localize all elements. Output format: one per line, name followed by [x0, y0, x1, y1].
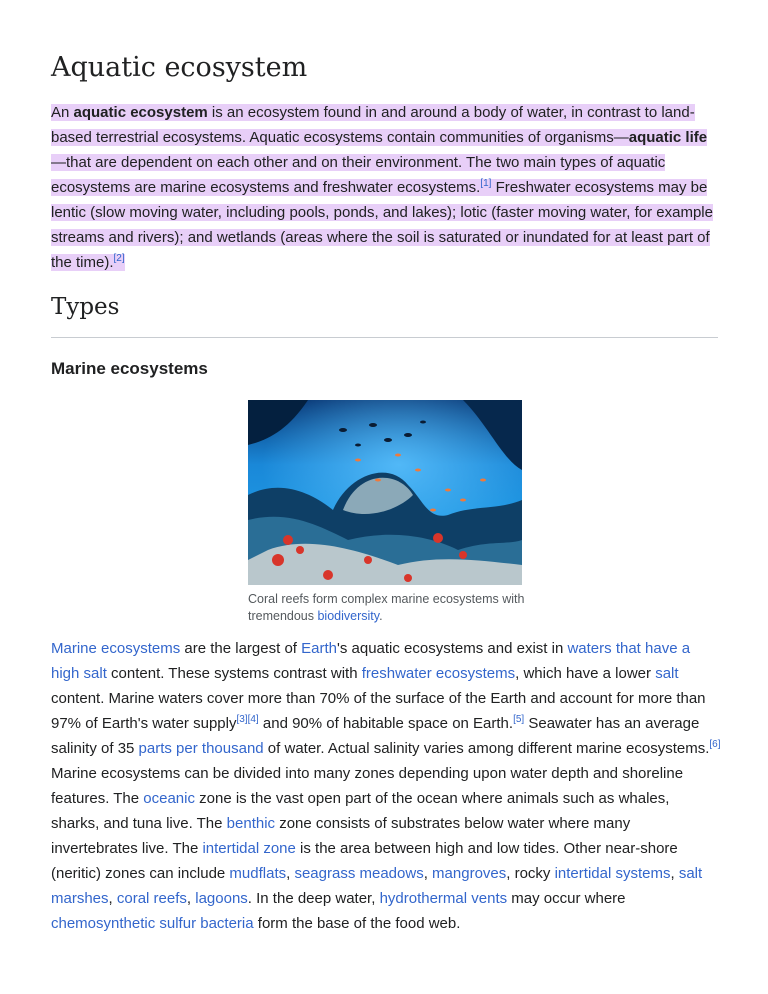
body-text: . In the deep water,	[247, 890, 380, 907]
wiki-link[interactable]: parts per thousand	[138, 740, 264, 757]
wiki-link[interactable]: Earth	[301, 640, 337, 657]
wiki-link[interactable]: benthic	[226, 815, 276, 832]
body-text: form the base of the food web.	[253, 915, 461, 932]
body-text: ,	[423, 865, 433, 882]
body-text: , which have a lower	[515, 665, 656, 682]
section-divider	[51, 337, 718, 338]
wiki-link[interactable]: intertidal zone	[202, 840, 296, 857]
intro-bold-term: aquatic ecosystem	[73, 104, 208, 121]
wiki-link[interactable]: salt marshes	[51, 865, 703, 907]
intro-text: is an ecosystem found in and around a body of water, in contrast to land-based terrestrial ecosystems. Aquatic ecosystems contain communities of organisms—	[51, 104, 695, 146]
wiki-link[interactable]: freshwater ecosystems	[361, 665, 516, 682]
wiki-link[interactable]: waters that have a high salt	[51, 640, 691, 682]
body-text: content. Marine waters cover more than 70% of the surface of the Earth and account for more than 97% of Earth's water supply	[51, 690, 706, 732]
wiki-link[interactable]: intertidal systems	[554, 865, 671, 882]
caption-text: Coral reefs form complex marine ecosystems with tremendous	[248, 592, 525, 623]
body-text: , rocky	[506, 865, 555, 882]
citation-link[interactable]: [3]	[236, 714, 248, 725]
citation-link[interactable]: [2]	[113, 253, 125, 264]
wiki-link[interactable]: Marine ecosystems	[51, 640, 181, 657]
wiki-link[interactable]: hydrothermal vents	[379, 890, 508, 907]
citation-link[interactable]: [1]	[480, 178, 492, 189]
citation-link[interactable]: [6]	[709, 739, 721, 750]
wiki-link[interactable]: lagoons	[195, 890, 248, 907]
body-text: may occur where	[507, 890, 626, 907]
body-text: ,	[186, 890, 196, 907]
body-text: is the area between high and low tides. Other near-shore (neritic) zones can include	[51, 840, 678, 882]
figure-caption	[248, 591, 528, 625]
body-text: are the largest of	[180, 640, 302, 657]
caption-link[interactable]: biodiversity	[317, 609, 380, 623]
subsection-heading-marine: Marine ecosystems	[51, 359, 208, 378]
highlighted-intro	[51, 104, 713, 271]
body-text: 's aquatic ecosystems and exist in	[336, 640, 568, 657]
body-text: content. These systems contrast with	[106, 665, 362, 682]
body-text: ,	[108, 890, 117, 907]
body-text: zone is the vast open part of the ocean where animals such as whales, sharks, and tuna live. The	[51, 790, 670, 832]
wiki-link[interactable]: mudflats	[229, 865, 287, 882]
intro-text: —that are dependent on each other and on their environment. The two main types of aquatic ecosystems are marine ecosystems and freshwater ecosystems.	[51, 154, 666, 196]
body-text: of water. Actual salinity varies among different marine ecosystems.	[263, 740, 710, 757]
body-text: ,	[670, 865, 679, 882]
intro-paragraph	[51, 100, 721, 275]
page-title: Aquatic ecosystem	[51, 52, 308, 83]
citation-link[interactable]: [5]	[513, 714, 525, 725]
wiki-link[interactable]: mangroves	[432, 865, 507, 882]
wiki-link[interactable]: chemosynthetic sulfur bacteria	[51, 915, 254, 932]
intro-text: An	[51, 104, 74, 121]
body-text: ,	[286, 865, 295, 882]
caption-text: .	[379, 609, 383, 623]
section-heading-types: Types	[51, 294, 120, 320]
body-text: Marine ecosystems can be divided into many zones depending upon water depth and shoreline features. The	[51, 765, 684, 807]
wiki-link[interactable]: oceanic	[143, 790, 195, 807]
coral-reef-image[interactable]	[248, 400, 522, 585]
body-text: zone consists of substrates below water where many invertebrates live. The	[51, 815, 631, 857]
wiki-link[interactable]: seagrass meadows	[294, 865, 424, 882]
body-text: and 90% of habitable space on Earth.	[258, 715, 514, 732]
citation-link[interactable]: [4]	[247, 714, 259, 725]
intro-text: Freshwater ecosystems may be lentic (slow moving water, including pools, ponds, and lakes); lotic (faster moving water, for example streams and rivers); and wetlands (areas where the soil is saturated or inundated for at least part of the time).	[51, 179, 713, 271]
marine-paragraph	[51, 636, 721, 936]
intro-bold-term: aquatic life	[628, 129, 708, 146]
wiki-link[interactable]: coral reefs	[116, 890, 187, 907]
wiki-link[interactable]: salt	[655, 665, 679, 682]
body-text: Seawater has an average salinity of 35	[51, 715, 700, 757]
